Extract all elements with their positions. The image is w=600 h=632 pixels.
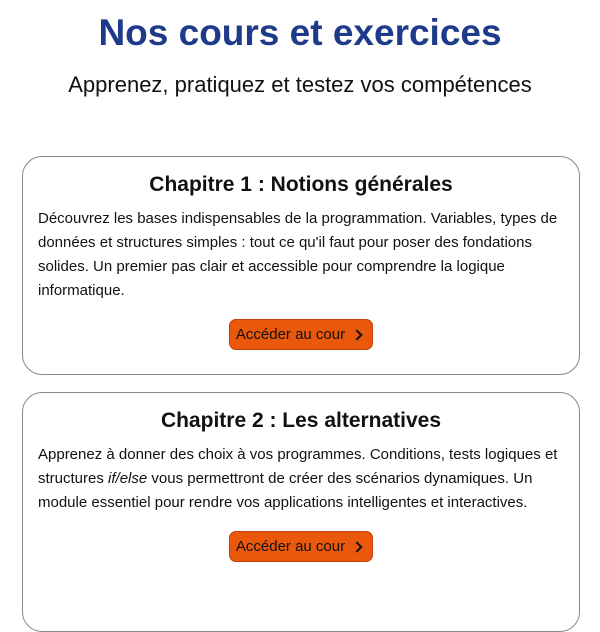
button-label: Accéder au cour xyxy=(235,538,346,555)
chapter-description: Découvrez les bases indispensables de la programmation. Variables, types de données et structures simples : tout ce qu'il faut pour poser des fondations solides. Un premier pas clair et accessible pour comprendre la logique informatique. xyxy=(38,210,558,299)
chapter-card-1 xyxy=(22,156,580,375)
chapter-description xyxy=(38,443,564,515)
desc-text: vous permettront de créer des scénarios dynamiques. Un module essentiel pour rendre vos applications intelligentes et interactives. xyxy=(38,470,533,511)
page-subtitle: Apprenez, pratiquez et testez vos compétences xyxy=(68,72,532,97)
chapter-title: Chapitre 1 : Notions générales xyxy=(149,173,453,196)
desc-text: Apprenez à donner des choix à vos programmes. Conditions, tests logiques et structures xyxy=(38,446,558,487)
chevron-right-icon xyxy=(351,541,362,552)
access-course-button[interactable] xyxy=(229,531,373,562)
chapter-card-2 xyxy=(22,392,580,632)
desc-code-term: if/else xyxy=(108,470,148,487)
access-course-button[interactable] xyxy=(229,319,373,350)
chapter-title: Chapitre 2 : Les alternatives xyxy=(160,409,442,432)
chevron-right-icon xyxy=(351,329,362,340)
button-label: Accéder au cour xyxy=(235,326,346,343)
page-title: Nos cours et exercices xyxy=(98,12,502,53)
